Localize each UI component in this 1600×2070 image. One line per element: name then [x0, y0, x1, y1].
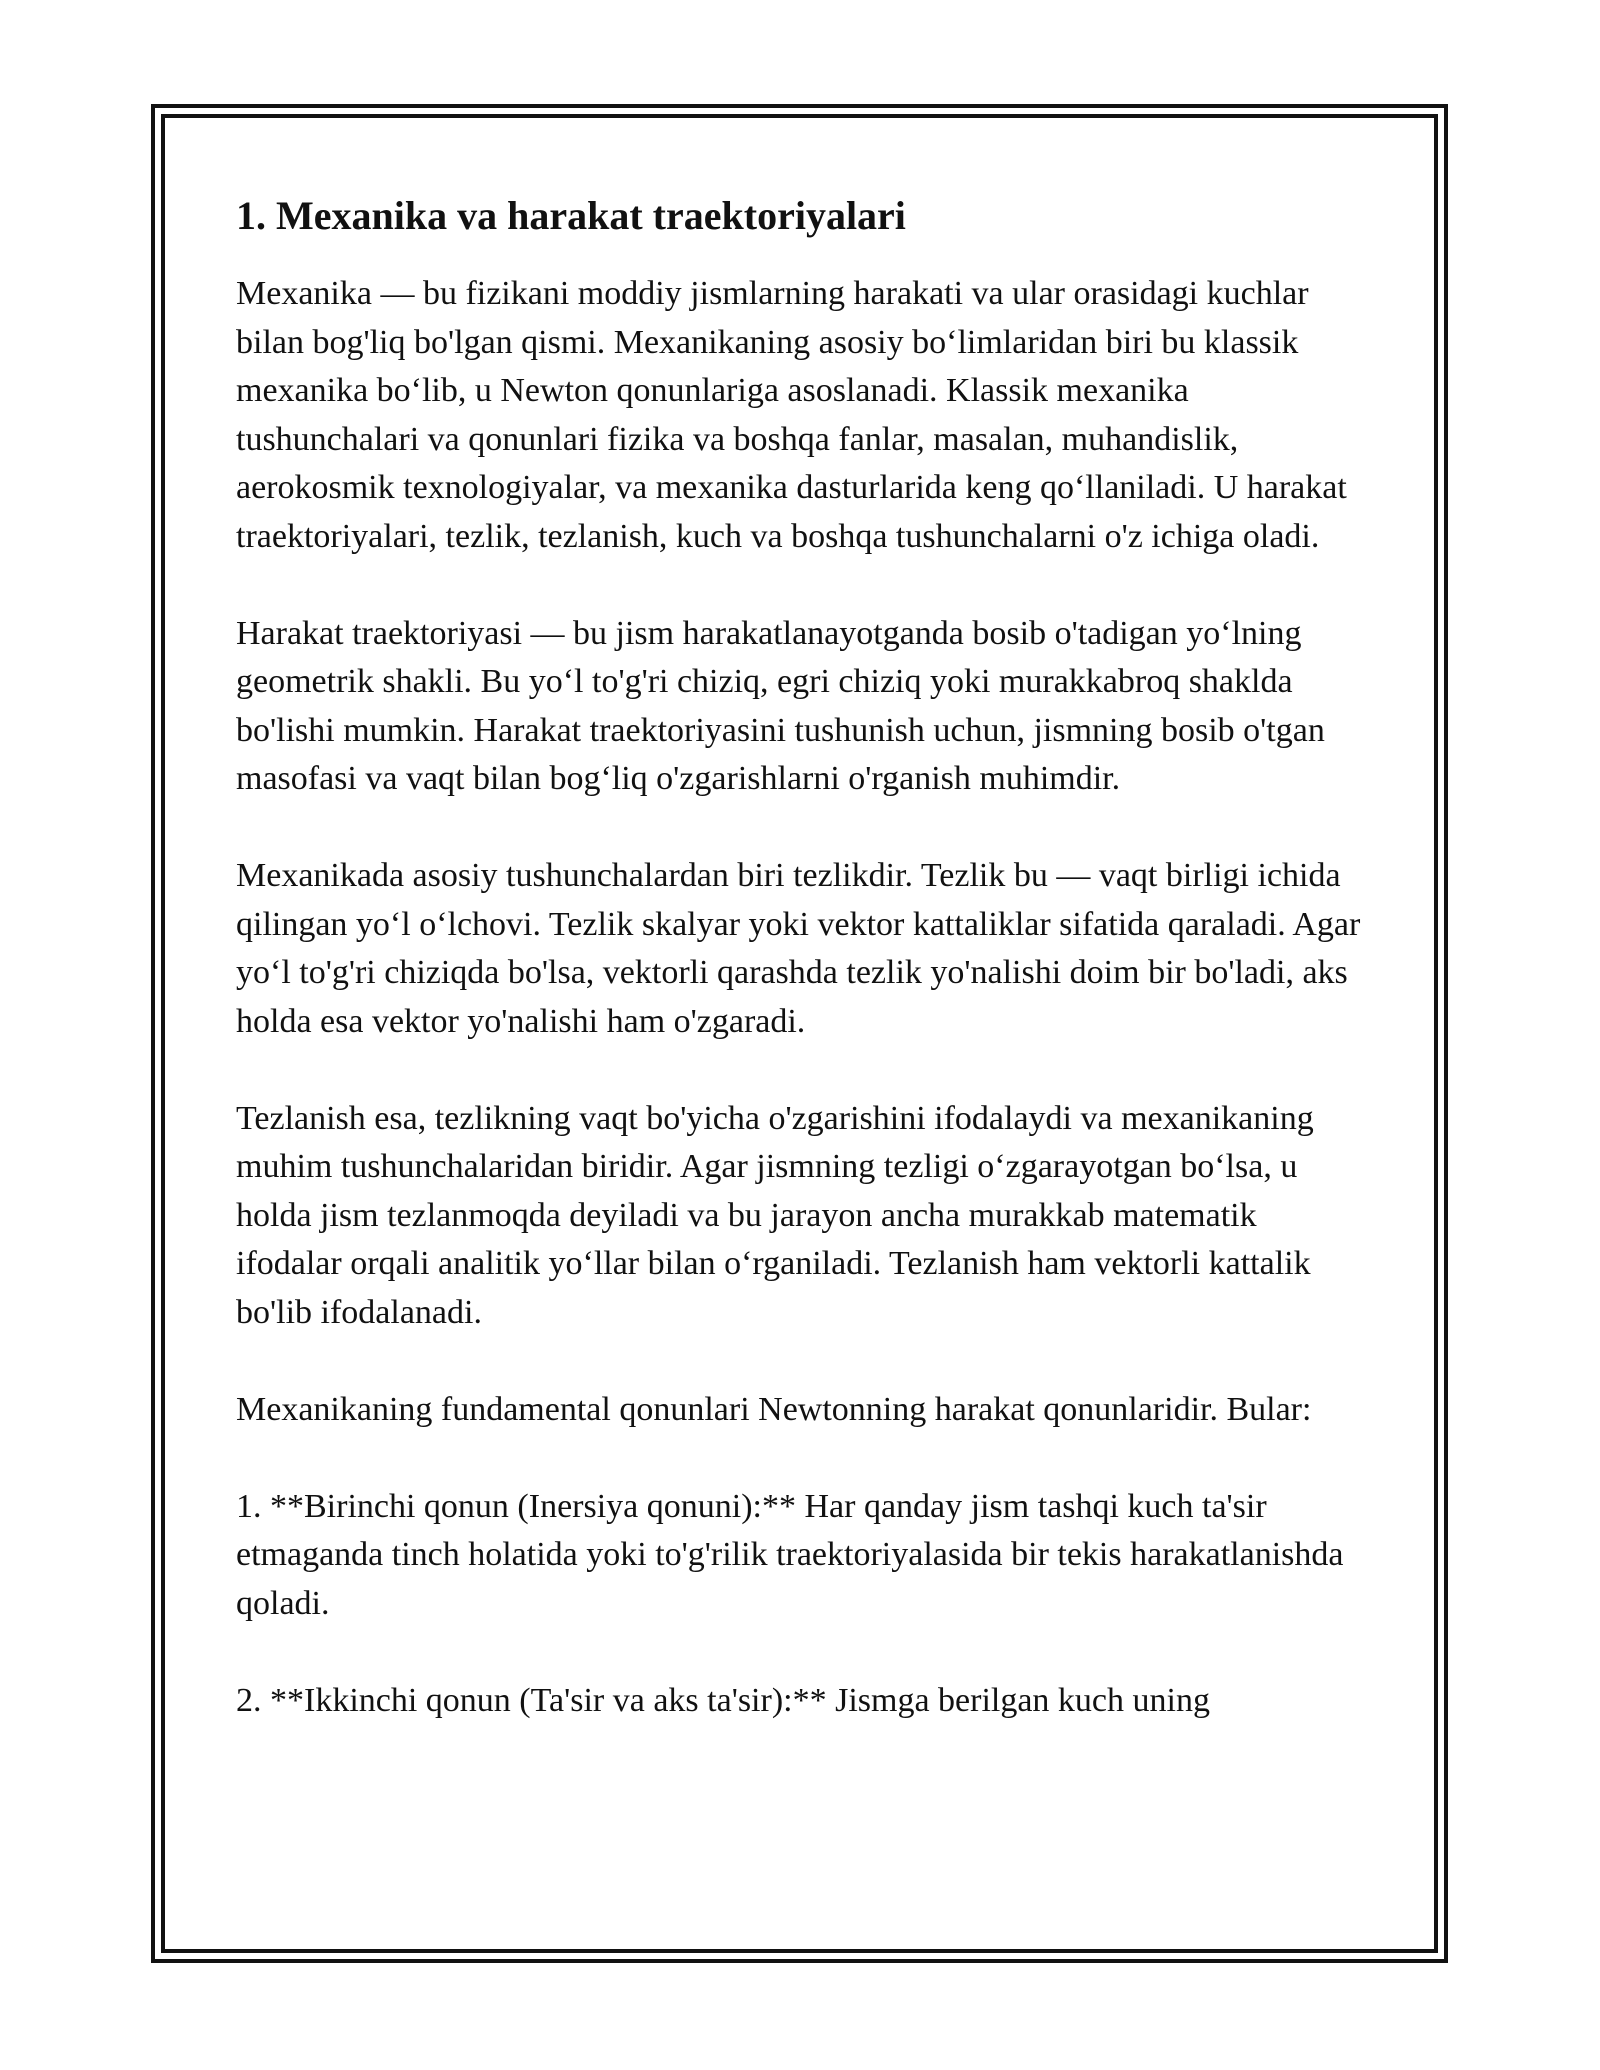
section-heading: 1. Mexanika va harakat traektoriyalari [236, 193, 906, 238]
list-item-first-law: 1. **Birinchi qonun (Inersiya qonuni):** Har qanday jism tashqi kuch ta'sir etmaganda tinch holatida yoki to'g'rilik traektoriyalasida bir tekis harakatlanishda qoladi. [236, 1487, 1344, 1622]
paragraph-velocity: Mexanikada asosiy tushunchalardan biri tezlikdir. Tezlik bu — vaqt birligi ichida qilingan yoʻl oʻlchovi. Tezlik skalyar yoki vektor kattaliklar sifatida qaraladi. Agar yoʻl to'g'ri chiziqda bo'lsa, vektorli qarashda tezlik yo'nalishi doim bir bo'ladi, aks holda esa vektor yo'nalishi ham o'zgaradi. [236, 857, 1361, 1040]
paragraph-acceleration: Tezlanish esa, tezlikning vaqt bo'yicha o'zgarishini ifodalaydi va mexanikaning muhim tushunchalaridan biridir. Agar jismning tezligi oʻzgarayotgan boʻlsa, u holda jism tezlanmoqda deyiladi va bu jarayon ancha murakkab matematik ifodalar orqali analitik yoʻllar bilan oʻrganiladi. Tezlanish ham vektorli kattalik bo'lib ifodalanadi. [236, 1099, 1314, 1331]
paragraph-newton-laws-intro: Mexanikaning fundamental qonunlari Newtonning harakat qonunlaridir. Bular: [236, 1390, 1312, 1428]
document-body [236, 180, 1366, 1725]
list-item-second-law: 2. **Ikkinchi qonun (Ta'sir va aks ta'sir):** Jismga berilgan kuch uning [236, 1681, 1210, 1719]
paragraph-trajectory: Harakat traektoriyasi — bu jism harakatlanayotganda bosib o'tadigan yoʻlning geometrik shakli. Bu yoʻl to'g'ri chiziq, egri chiziq yoki murakkabroq shaklda bo'lishi mumkin. Harakat traektoriyasini tushunish uchun, jismning bosib o'tgan masofasi va vaqt bilan bogʻliq o'zgarishlarni o'rganish muhimdir. [236, 614, 1325, 797]
paragraph-mechanics-intro: Mexanika — bu fizikani moddiy jismlarning harakati va ular orasidagi kuchlar bilan bog'liq bo'lgan qismi. Mexanikaning asosiy boʻlimlaridan biri bu klassik mexanika boʻlib, u Newton qonunlariga asoslanadi. Klassik mexanika tushunchalari va qonunlari fizika va boshqa fanlar, masalan, muhandislik, aerokosmik texnologiyalar, va mexanika dasturlarida keng qoʻllaniladi. U harakat traektoriyalari, tezlik, tezlanish, kuch va boshqa tushunchalarni o'z ichiga oladi. [236, 275, 1347, 555]
